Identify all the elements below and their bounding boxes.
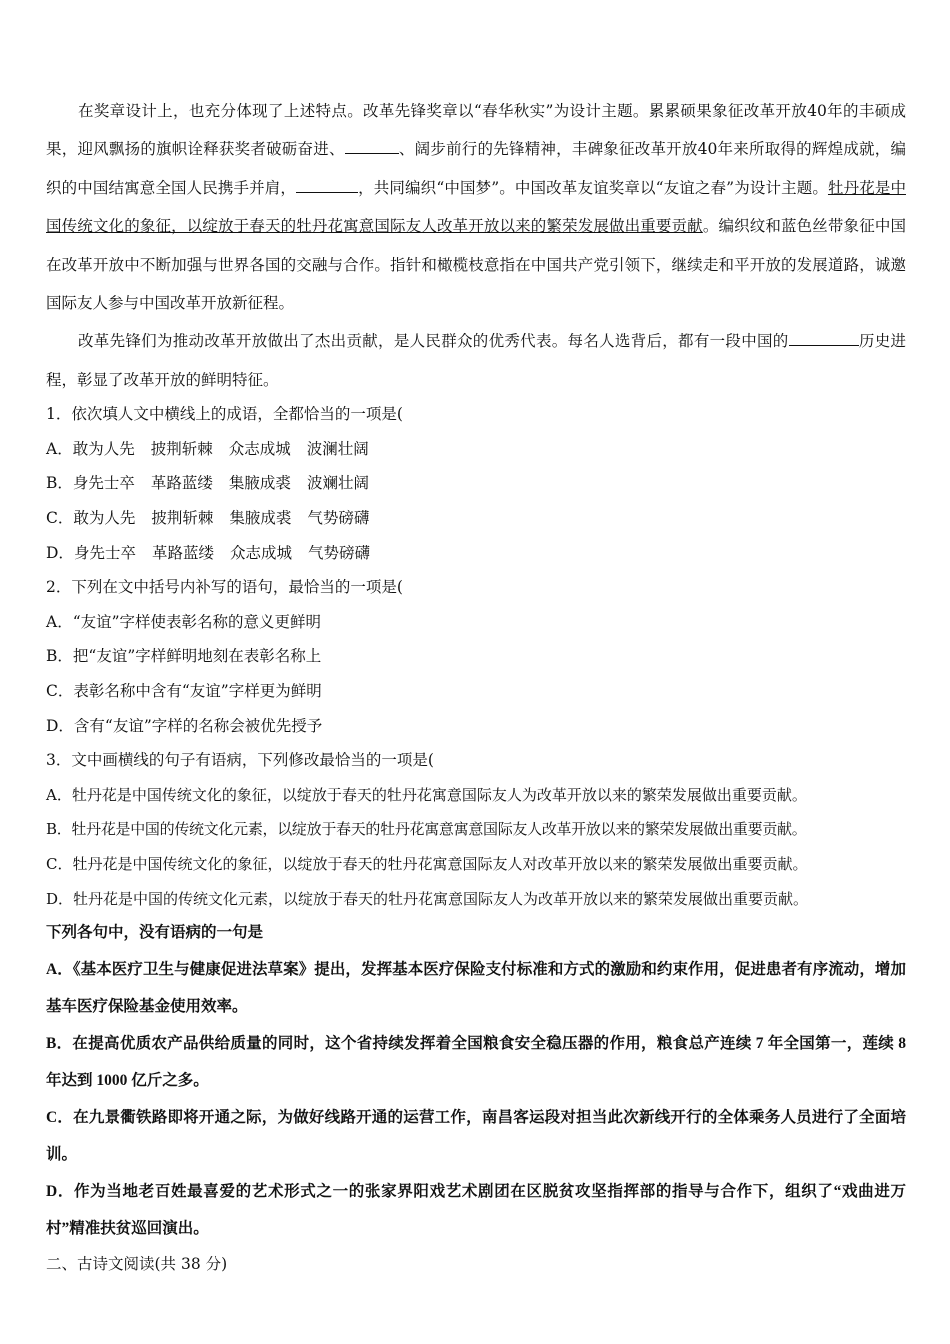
question-3-stem: 3．文中画横线的句子有语病，下列修改最恰当的一项是( <box>46 751 434 770</box>
grammar-option-c: C．在九景衢铁路即将开通之际，为做好线路开通的运营工作，南昌客运段对担当此次新线开行的全体乘务人员进行了全面培训。 <box>46 1108 906 1163</box>
question-3-option-d: D．牡丹花是中国的传统文化元素，以绽放于春天的牡丹花寓意国际友人为改革开放以来的繁荣发展做出重要贡献。 <box>46 889 809 908</box>
passage-text: 历史进程，彰显了改革开放的鲜明特征。 <box>46 332 906 389</box>
question-1-option-d: D．身先士卒 革路蓝缕 众志成城 气势磅礴 <box>46 543 370 562</box>
section-title: 二、古诗文阅读(共 38 分) <box>46 1254 228 1273</box>
grammar-option-d: D．作为当地老百姓最喜爱的艺术形式之一的张家界阳戏艺术剧团在区脱贫攻坚指挥部的指导与合作下，组织了“戏曲进万村”精准扶贫巡回演出。 <box>46 1182 906 1237</box>
grammar-question-stem: 下列各句中，没有语病的一句是 <box>46 924 264 942</box>
passage-text: 改革先锋们为推动改革开放做出了杰出贡献，是人民群众的优秀代表。每名人选背后，都有一段中国的 <box>78 332 789 351</box>
question-3-option-b: B．牡丹花是中国的传统文化元素，以绽放于春天的牡丹花寓意寓意国际友人改革开放以来的繁荣发展做出重要贡献。 <box>46 820 807 839</box>
fill-blank-1 <box>345 139 399 154</box>
underlined-sentence: 牡丹花是中国传统文化的象征，以绽放于春天的牡丹花寓意国际友人改革开放以来的繁荣发展做出重要贡献 <box>46 178 906 236</box>
passage-paragraph-1 <box>46 92 906 322</box>
question-2-option-a: A．“友谊”字样使表彰名称的意义更鲜明 <box>46 612 322 631</box>
question-3-option-a: A．牡丹花是中国传统文化的象征，以绽放于春天的牡丹花寓意国际友人为改革开放以来的繁荣发展做出重要贡献。 <box>46 785 807 804</box>
question-2-option-b: B．把“友谊”字样鲜明地刻在表彰名称上 <box>46 647 322 666</box>
passage-text: 在奖章设计上，也充分体现了上述特点。改革先锋奖章以“春华秋实”为设计主题。累累硕果象征改革开放40年的丰硕成果，迎风飘扬的旗帜诠释获奖者破砺奋进、 <box>46 102 906 159</box>
passage-text: 、阔步前行的先锋精神，丰碑象征改革开放40年来所取得的辉煌成就，编织的中国结寓意全国人民携手并肩， <box>46 140 906 197</box>
question-3-option-c: C．牡丹花是中国传统文化的象征，以绽放于春天的牡丹花寓意国际友人对改革开放以来的繁荣发展做出重要贡献。 <box>46 854 808 873</box>
passage-text: 。编织纹和蓝色丝带象征中国在改革开放中不断加强与世界各国的交融与合作。指针和橄榄枝意指在中国共产党引领下，继续走和平开放的发展道路，诚邀国际友人参与中国改革开放新征程。 <box>46 217 906 313</box>
question-2-stem: 2．下列在文中括号内补写的语句，最恰当的一项是( <box>46 578 403 597</box>
question-2-option-c: C．表彰名称中含有“友谊”字样更为鲜明 <box>46 682 322 700</box>
question-1-option-c: C．敢为人先 披荆斩棘 集腋成裘 气势磅礴 <box>46 509 370 528</box>
document-page <box>46 92 906 1281</box>
grammar-option-a: A．《基本医疗卫生与健康促进法草案》提出，发挥基本医疗保险支付标准和方式的激励和约束作用，促进患者有序流动，增加基车医疗保险基金使用效率。 <box>46 960 906 1015</box>
question-1-stem: 1．依次填人文中横线上的成语，全都恰当的一项是( <box>46 405 403 424</box>
question-1-option-a: A．敢为人先 披荆斩棘 众志成城 波澜壮阔 <box>46 439 369 458</box>
question-2-option-d: D．含有“友谊”字样的名称会被优先授予 <box>46 716 323 735</box>
fill-blank-3 <box>789 331 859 346</box>
fill-blank-2 <box>296 178 358 193</box>
grammar-option-b: B．在提高优质农产品供给质量的同时，这个省持续发挥着全国粮食安全稳压器的作用，粮食总产连续 7 年全国第一，莲续 8 年达到 1000 亿斤之多。 <box>46 1034 906 1089</box>
question-1-option-b: B．身先士卒 革路蓝缕 集腋成裘 波斓壮阔 <box>46 474 369 493</box>
passage-paragraph-2 <box>46 322 906 399</box>
passage-text: ，共同编织“中国梦”。中国改革友谊奖章以“友谊之春”为设计主题。 <box>358 178 828 197</box>
